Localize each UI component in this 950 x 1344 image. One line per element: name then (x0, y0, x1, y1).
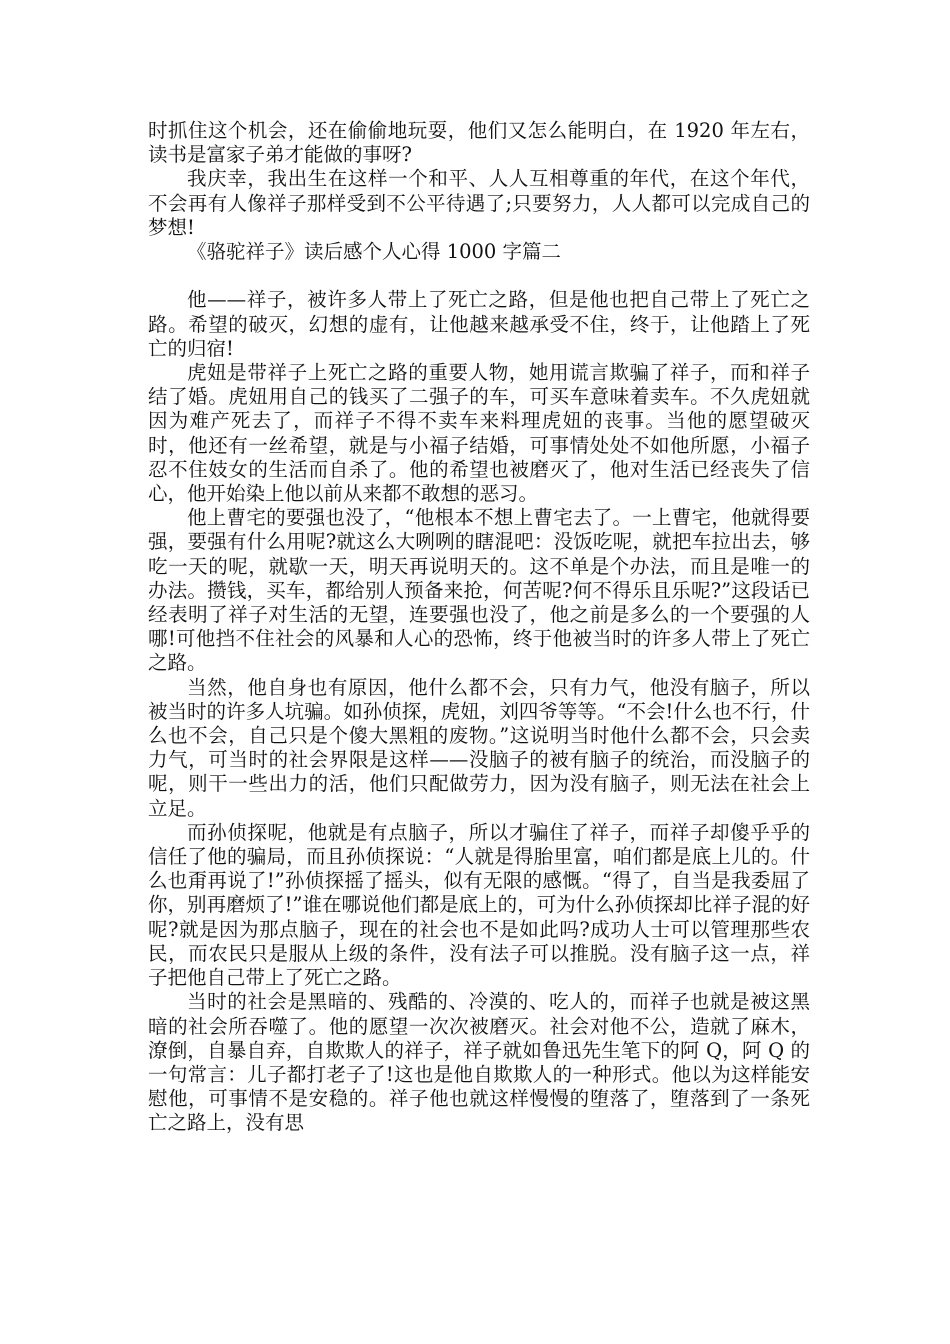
paragraph: 他——祥子，被许多人带上了死亡之路，但是他也把自己带上了死亡之路。希望的破灭，幻想的虚有，让他越来越承受不住，终于，让他踏上了死亡的归宿! (148, 288, 810, 360)
paragraph: 他上曹宅的要强也没了，“他根本不想上曹宅去了。一上曹宅，他就得要强，要强有什么用呢?就这么大咧咧的瞎混吧：没饭吃呢，就把车拉出去，够吃一天的呢，就歇一天，明天再说明天的。这不单是个办法，而且是唯一的办法。攒钱，买车，都给别人预备来抢，何苦呢?何不得乐且乐呢?”这段话已经表明了祥子对生活的无望，连要强也没了，他之前是多么的一个要强的人哪!可他挡不住社会的风暴和人心的恐怖，终于他被当时的许多人带上了死亡之路。 (148, 506, 810, 675)
paragraph: 虎妞是带祥子上死亡之路的重要人物，她用谎言欺骗了祥子，而和祥子结了婚。虎妞用自己的钱买了二强子的车，可买车意味着卖车。不久虎妞就因为难产死去了，而祥子不得不卖车来料理虎妞的丧事。当他的愿望破灭时，他还有一丝希望，就是与小福子结婚，可事情处处不如他所愿，小福子忍不住妓女的生活而自杀了。他的希望也被磨灭了，他对生活已经丧失了信心，他开始染上他以前从来都不敢想的恶习。 (148, 361, 810, 506)
paragraph-continued: 时抓住这个机会，还在偷偷地玩耍，他们又怎么能明白，在 1920 年左右，读书是富家子弟才能做的事呀? (148, 119, 810, 167)
paragraph: 当时的社会是黑暗的、残酷的、冷漠的、吃人的，而祥子也就是被这黑暗的社会所吞噬了。他的愿望一次次被磨灭。社会对他不公，造就了麻木，潦倒，自暴自弃，自欺欺人的祥子，祥子就如鲁迅先生笔下的阿 Q，阿 Q 的一句常言：儿子都打老子了!这也是他自欺欺人的一种形式。他以为这样能安慰他，可事情不是安稳的。祥子他也就这样慢慢的堕落了，堕落到了一条死亡之路上，没有思 (148, 990, 810, 1135)
paragraph: 当然，他自身也有原因，他什么都不会，只有力气，他没有脑子，所以被当时的许多人坑骗。如孙侦探，虎妞，刘四爷等等。“不会!什么也不行，什么也不会，自己只是个傻大黑粗的废物。”这说明当时他什么都不会，只会卖力气，可当时的社会界限是这样——没脑子的被有脑子的统治，而没脑子的呢，则干一些出力的活，他们只配做劳力，因为没有脑子，则无法在社会上立足。 (148, 675, 810, 820)
paragraph: 而孙侦探呢，他就是有点脑子，所以才骗住了祥子，而祥子却傻乎乎的信任了他的骗局，而且孙侦探说：“人就是得胎里富，咱们都是底上儿的。什么也甭再说了!”孙侦探摇了摇头，似有无限的感慨。“得了，自当是我委屈了你，别再磨烦了!”谁在哪说他们都是底上的，可为什么孙侦探却比祥子混的好呢?就是因为那点脑子，现在的社会也不是如此吗?成功人士可以管理那些农民，而农民只是服从上级的条件，没有法子可以推脱。没有脑子这一点，祥子把他自己带上了死亡之路。 (148, 820, 810, 990)
paragraph: 我庆幸，我出生在这样一个和平、人人互相尊重的年代，在这个年代，不会再有人像祥子那样受到不公平待遇了;只要努力，人人都可以完成自己的梦想! (148, 167, 810, 239)
blank-line (148, 264, 810, 288)
document-body (148, 119, 810, 1136)
section-heading: 《骆驼祥子》读后感个人心得 1000 字篇二 (187, 240, 562, 264)
